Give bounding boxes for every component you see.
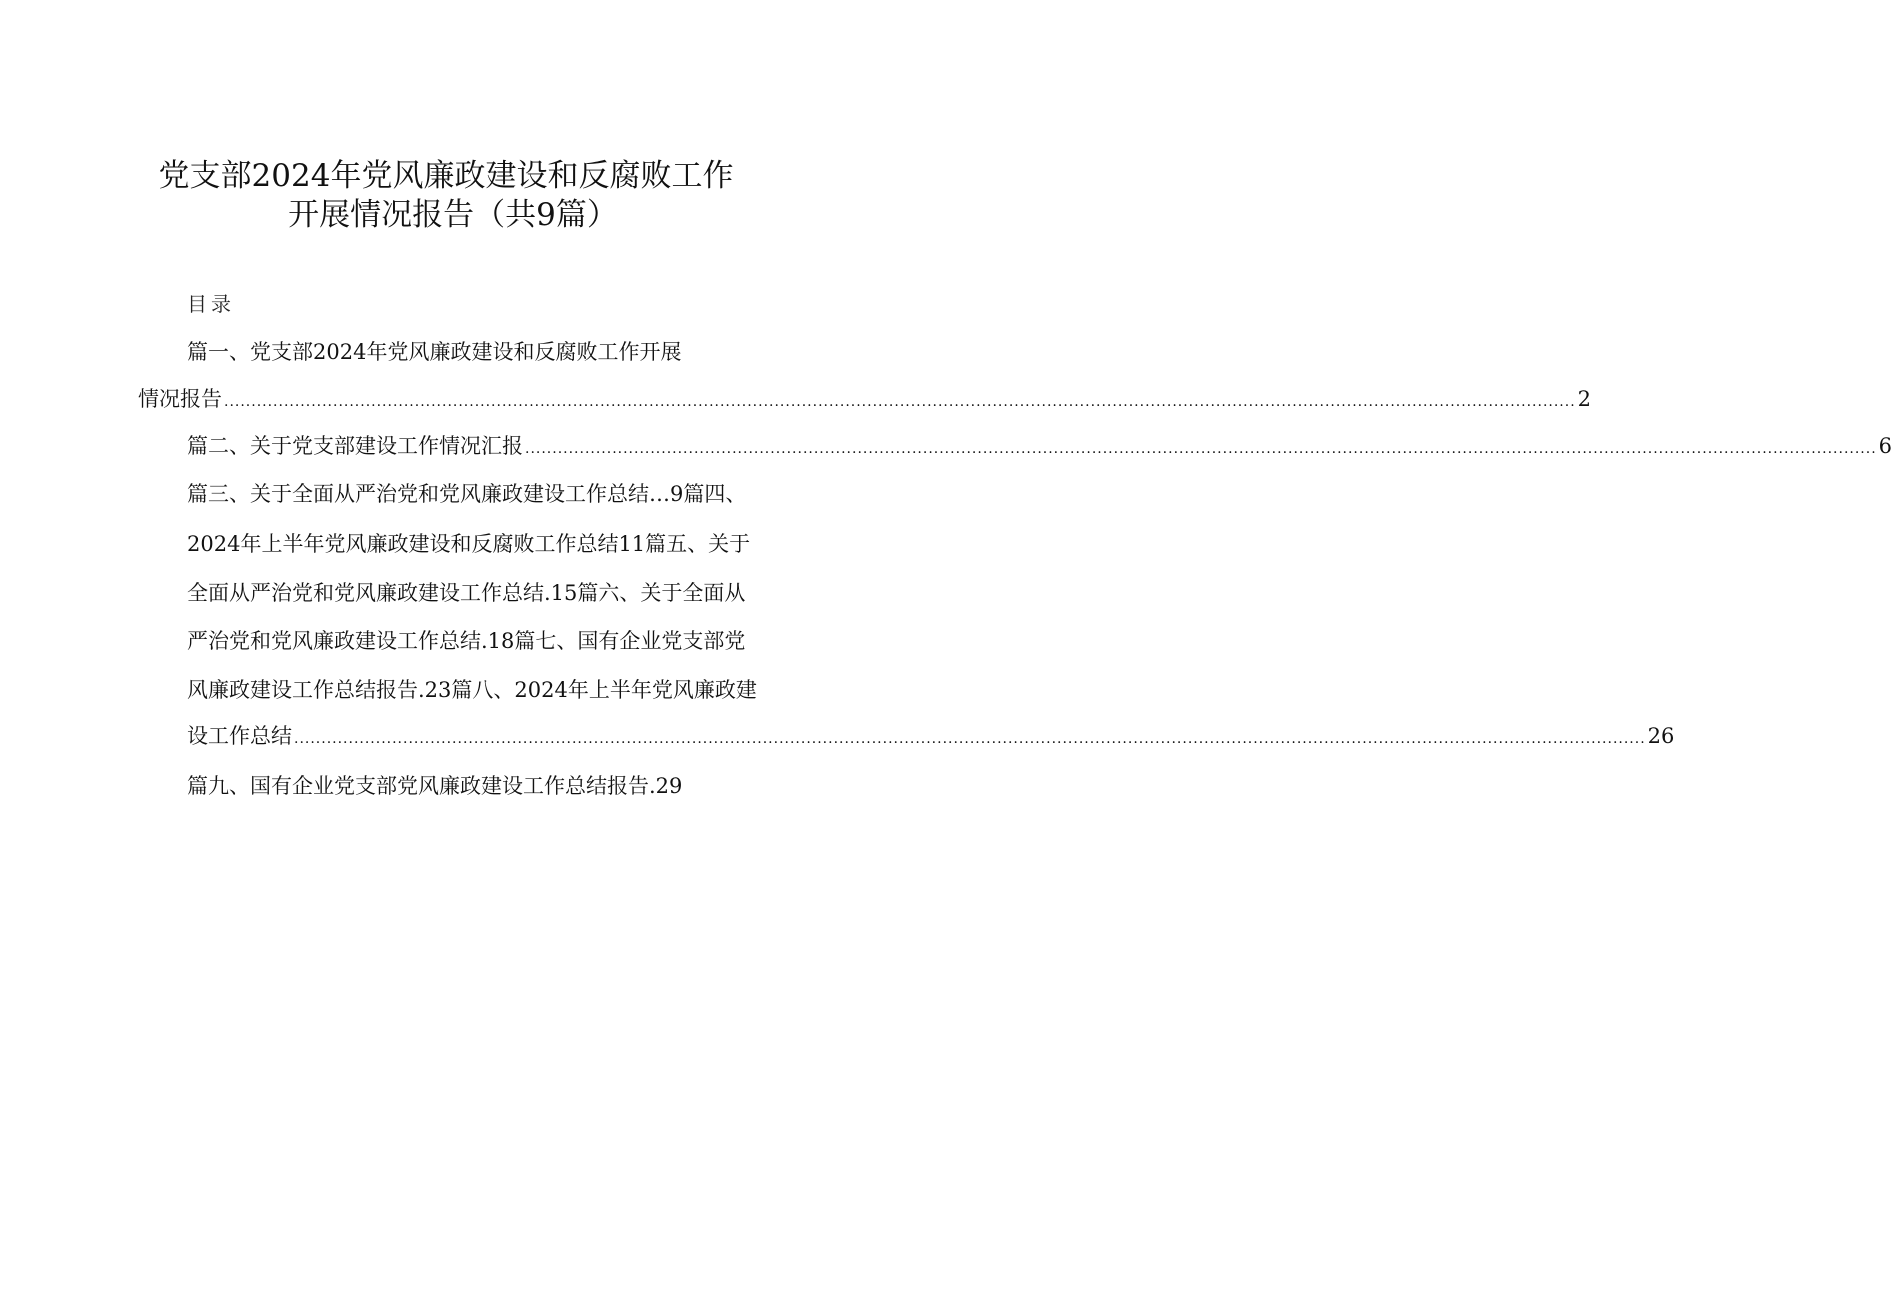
toc-entry-2[interactable] xyxy=(187,432,1892,460)
toc-entry-1-line-2[interactable] xyxy=(138,385,1592,413)
dot-leader: ........................................................................................................................................................................................................................................................ xyxy=(294,731,1646,747)
toc-run-line-2[interactable]: 2024年上半年党风廉政建设和反腐败工作总结11篇五、关于 xyxy=(187,532,751,556)
toc-entry-2-text: 篇二、关于党支部建设工作情况汇报 xyxy=(187,434,523,458)
toc-run-line-5[interactable]: 风廉政建设工作总结报告.23篇八、2024年上半年党风廉政建 xyxy=(187,678,757,702)
toc-run-line-3[interactable]: 全面从严治党和党风廉政建设工作总结.15篇六、关于全面从 xyxy=(187,581,746,605)
toc-run-line-1[interactable]: 篇三、关于全面从严治党和党风廉政建设工作总结…9篇四、 xyxy=(187,482,747,506)
document-title-line-1: 党支部2024年党风廉政建设和反腐败工作 xyxy=(158,158,734,194)
dot-leader: ........................................................................................................................................................................................................................................................ xyxy=(525,441,1877,457)
toc-entry-1-text: 情况报告 xyxy=(138,387,222,411)
dot-leader: ........................................................................................................................................................................................................................................................ xyxy=(224,394,1576,410)
toc-entry-1-page: 2 xyxy=(1577,387,1592,411)
toc-entry-9[interactable]: 篇九、国有企业党支部党风廉政建设工作总结报告.29 xyxy=(187,774,683,798)
toc-entry-1-line-1[interactable]: 篇一、党支部2024年党风廉政建设和反腐败工作开展 xyxy=(187,340,682,364)
toc-entry-8-line-2[interactable] xyxy=(187,722,1675,750)
toc-heading: 目录 xyxy=(187,292,235,316)
toc-entry-8-page: 26 xyxy=(1647,724,1675,748)
document-title-line-2: 开展情况报告（共9篇） xyxy=(288,197,618,233)
toc-entry-2-page: 6 xyxy=(1878,434,1892,458)
toc-run-line-4[interactable]: 严治党和党风廉政建设工作总结.18篇七、国有企业党支部党 xyxy=(187,629,746,653)
toc-entry-8-text: 设工作总结 xyxy=(187,724,292,748)
